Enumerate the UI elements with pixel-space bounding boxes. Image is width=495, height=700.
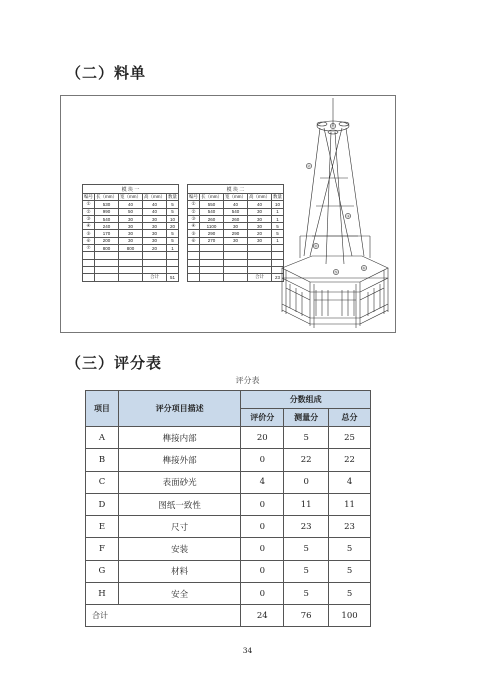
module-cell: 260 [200, 215, 224, 222]
module-row [188, 201, 284, 208]
module-cell: 290 [224, 230, 248, 237]
module-cell: 1 [272, 237, 284, 244]
drawing-label: ⑥ [362, 265, 366, 271]
module-empty-cell [188, 245, 200, 252]
score-item: E [86, 516, 119, 538]
module-cell: 200 [95, 237, 119, 244]
score-item: C [86, 471, 119, 493]
module-row [188, 208, 284, 215]
module-cell: 30 [143, 230, 167, 237]
score-measure: 23 [284, 516, 329, 538]
drawing-label: ③ [346, 213, 350, 219]
module-empty-cell [188, 259, 200, 266]
module-cell: ② [188, 208, 200, 215]
module-2-table [187, 184, 284, 282]
score-desc: 安全 [118, 583, 240, 605]
module-empty-cell [83, 252, 95, 259]
score-row [86, 449, 371, 471]
score-total: 23 [329, 516, 371, 538]
module-cell: ③ [188, 215, 200, 222]
module-empty-cell [167, 266, 179, 273]
score-eval: 0 [241, 449, 284, 471]
score-total: 25 [329, 427, 371, 449]
col-group-header: 分数组成 [241, 391, 371, 409]
module-cell: 20 [167, 223, 179, 230]
module-cell: 550 [200, 201, 224, 208]
score-measure: 5 [284, 427, 329, 449]
score-eval: 0 [241, 560, 284, 582]
module-header-cell: 编号 [84, 194, 93, 200]
score-desc: 安装 [118, 538, 240, 560]
module-row [83, 215, 179, 222]
module-cell: ① [188, 201, 200, 208]
module-total-label: 合计 [143, 274, 167, 281]
score-table [85, 390, 371, 627]
module-cell: ⑤ [83, 230, 95, 237]
module-total-value: 23 [272, 274, 284, 281]
module-title-row [83, 185, 179, 194]
score-eval: 0 [241, 538, 284, 560]
module-header-cell: 高（mm） [144, 194, 165, 200]
module-cell: 20 [143, 245, 167, 252]
module-row [83, 208, 179, 215]
col-measure-header: 测量分 [284, 409, 329, 427]
module-header-row [188, 194, 284, 201]
module-row [188, 245, 284, 252]
score-row [86, 427, 371, 449]
module-cell: 30 [119, 223, 143, 230]
module-cell: 40 [143, 201, 167, 208]
score-eval: 0 [241, 583, 284, 605]
module-cell: ④ [188, 223, 200, 230]
module-cell: 30 [248, 208, 272, 215]
module-cell: 30 [248, 215, 272, 222]
score-total: 22 [329, 449, 371, 471]
module-cell: 1 [272, 208, 284, 215]
module-row [188, 215, 284, 222]
module-cell: 30 [224, 223, 248, 230]
module-cell: 5 [272, 223, 284, 230]
module-empty-cell [248, 266, 272, 273]
module-cell: 800 [119, 245, 143, 252]
score-total: 5 [329, 560, 371, 582]
module-1-table [82, 184, 179, 282]
module-empty-cell [119, 252, 143, 259]
module-cell: 30 [143, 237, 167, 244]
module-header-cell: 宽（mm） [225, 194, 246, 200]
module-empty-cell [224, 259, 248, 266]
module-row [83, 266, 179, 273]
material-list-figure [60, 95, 396, 333]
score-measure: 5 [284, 583, 329, 605]
score-desc: 材料 [118, 560, 240, 582]
module-header-cell: 数量 [168, 194, 177, 200]
module-empty-cell [83, 259, 95, 266]
module-cell: 5 [167, 230, 179, 237]
module-cell: 30 [143, 223, 167, 230]
module-empty-cell [248, 245, 272, 252]
module-header-cell: 编号 [189, 194, 198, 200]
score-desc: 表面砂光 [118, 471, 240, 493]
module-row [83, 223, 179, 230]
score-item: B [86, 449, 119, 471]
module-cell: 10 [272, 201, 284, 208]
col-desc-header: 评分项目描述 [118, 391, 240, 427]
module-cell: 40 [143, 208, 167, 215]
module-empty-cell [224, 274, 248, 281]
module-cell: 1100 [200, 223, 224, 230]
module-empty-cell [200, 266, 224, 273]
score-eval: 0 [241, 493, 284, 515]
module-cell: 1 [167, 245, 179, 252]
total-sum: 100 [329, 605, 371, 627]
module-empty-cell [188, 252, 200, 259]
col-eval-header: 评价分 [241, 409, 284, 427]
module-cell: 1 [272, 215, 284, 222]
module-cell: 800 [95, 245, 119, 252]
module-empty-cell [167, 252, 179, 259]
module-cell: ⑤ [188, 230, 200, 237]
score-item: A [86, 427, 119, 449]
module-cell: 5 [167, 208, 179, 215]
module-cell: ⑥ [83, 237, 95, 244]
module-empty-cell [95, 274, 119, 281]
module-cell: 290 [200, 230, 224, 237]
module-header-cell: 高（mm） [249, 194, 270, 200]
drawing-label: ② [307, 163, 311, 169]
module-row [83, 201, 179, 208]
module-total-row [83, 274, 179, 281]
total-label: 合计 [86, 605, 241, 627]
module-cell: 5 [272, 230, 284, 237]
module-cell: 170 [95, 230, 119, 237]
module-empty-cell [95, 252, 119, 259]
module-empty-cell [224, 266, 248, 273]
module-row [83, 245, 179, 252]
module-row [188, 230, 284, 237]
score-desc: 榫接外部 [118, 449, 240, 471]
module-empty-cell [119, 259, 143, 266]
module-cell: 530 [95, 201, 119, 208]
score-row [86, 516, 371, 538]
score-eval: 20 [241, 427, 284, 449]
score-measure: 22 [284, 449, 329, 471]
module-header-cell: 长（mm） [96, 194, 117, 200]
module-cell: 5 [167, 237, 179, 244]
score-row [86, 538, 371, 560]
module-cell: 30 [119, 215, 143, 222]
module-total-label: 合计 [248, 274, 272, 281]
module-title-row [188, 185, 284, 194]
score-eval: 4 [241, 471, 284, 493]
module-cell: ② [83, 208, 95, 215]
module-row [188, 223, 284, 230]
score-row [86, 560, 371, 582]
score-total-row [86, 605, 371, 627]
module-cell: 30 [248, 237, 272, 244]
score-table-caption: 评分表 [235, 376, 260, 385]
module-cell: 5 [167, 201, 179, 208]
module-empty-cell [143, 266, 167, 273]
module-row [188, 259, 284, 266]
section-3-title: （三）评分表 [66, 354, 163, 372]
score-desc: 图纸一致性 [118, 493, 240, 515]
score-row [86, 493, 371, 515]
tower-drawing [276, 96, 394, 332]
score-measure: 5 [284, 560, 329, 582]
module-cell: 40 [119, 201, 143, 208]
module-cell: 40 [248, 201, 272, 208]
module-cell: 540 [224, 208, 248, 215]
module-cell: 30 [119, 230, 143, 237]
module-empty-cell [167, 259, 179, 266]
module-header-cell: 数量 [273, 194, 282, 200]
score-item: G [86, 560, 119, 582]
module-cell: 540 [200, 208, 224, 215]
score-desc: 尺寸 [118, 516, 240, 538]
module-cell: ⑦ [83, 245, 95, 252]
module-cell: ③ [83, 215, 95, 222]
score-row [86, 583, 371, 605]
module-cell: 30 [248, 223, 272, 230]
module-cell: 20 [248, 230, 272, 237]
module-cell: 540 [95, 215, 119, 222]
module-empty-cell [200, 259, 224, 266]
score-item: H [86, 583, 119, 605]
module-empty-cell [143, 252, 167, 259]
score-item: F [86, 538, 119, 560]
module-empty-cell [248, 252, 272, 259]
module-empty-cell [95, 266, 119, 273]
score-total: 11 [329, 493, 371, 515]
col-item-header: 项目 [86, 391, 119, 427]
module-empty-cell [95, 259, 119, 266]
section-2-title: （二）料单 [66, 64, 147, 82]
module-empty-cell [200, 245, 224, 252]
module-empty-cell [188, 266, 200, 273]
module-empty-cell [143, 259, 167, 266]
drawing-label: ④ [314, 243, 318, 249]
module-empty-cell [188, 274, 200, 281]
module-cell: 10 [167, 215, 179, 222]
module-empty-cell [200, 252, 224, 259]
score-measure: 0 [284, 471, 329, 493]
score-desc: 榫接内部 [118, 427, 240, 449]
score-measure: 11 [284, 493, 329, 515]
score-measure: 5 [284, 538, 329, 560]
module-title: 模 块 二 [188, 185, 284, 194]
module-empty-cell [200, 274, 224, 281]
total-eval: 24 [241, 605, 284, 627]
module-total-row [188, 274, 284, 281]
module-cell: 30 [224, 237, 248, 244]
drawing-label: ① [331, 123, 335, 129]
module-row [83, 230, 179, 237]
module-cell: 260 [224, 215, 248, 222]
module-row [188, 252, 284, 259]
module-row [83, 259, 179, 266]
module-empty-cell [83, 266, 95, 273]
module-cell: 30 [143, 215, 167, 222]
module-row [188, 266, 284, 273]
module-cell: 990 [95, 208, 119, 215]
module-cell: 270 [200, 237, 224, 244]
module-cell: 240 [95, 223, 119, 230]
score-eval: 0 [241, 516, 284, 538]
module-cell: 30 [119, 237, 143, 244]
module-header-cell: 宽（mm） [120, 194, 141, 200]
module-empty-cell [119, 274, 143, 281]
page-number: 34 [242, 646, 253, 655]
module-cell: 50 [119, 208, 143, 215]
module-cell: ① [83, 201, 95, 208]
module-row [188, 237, 284, 244]
score-total: 5 [329, 538, 371, 560]
module-cell: ④ [83, 223, 95, 230]
drawing-label: ⑤ [334, 269, 338, 275]
module-empty-cell [83, 274, 95, 281]
module-empty-cell [224, 245, 248, 252]
module-header-cell: 长（mm） [201, 194, 222, 200]
module-empty-cell [119, 266, 143, 273]
module-empty-cell [224, 252, 248, 259]
score-total: 5 [329, 583, 371, 605]
module-header-row [83, 194, 179, 201]
module-row [83, 252, 179, 259]
module-cell: 40 [224, 201, 248, 208]
score-total: 4 [329, 471, 371, 493]
col-total-header: 总分 [329, 409, 371, 427]
score-item: D [86, 493, 119, 515]
module-empty-cell [248, 259, 272, 266]
module-cell: ⑥ [188, 237, 200, 244]
total-measure: 76 [284, 605, 329, 627]
module-row [83, 237, 179, 244]
module-title: 模 块 一 [83, 185, 179, 194]
module-total-value: 51 [167, 274, 179, 281]
score-row [86, 471, 371, 493]
